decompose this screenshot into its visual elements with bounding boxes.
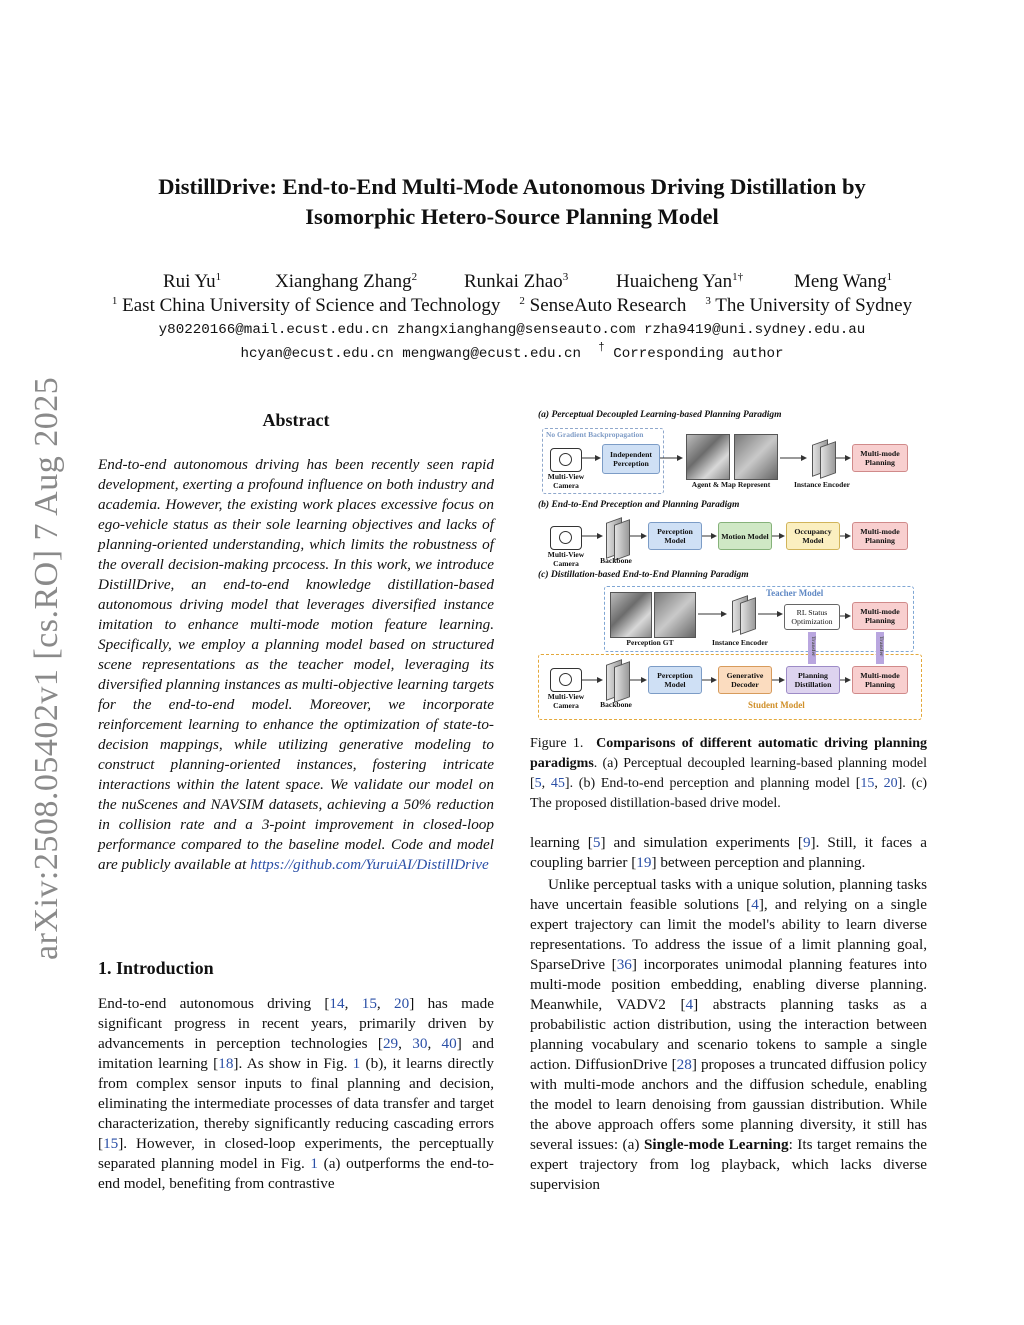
perception-model-box: Perception Model [648,522,702,550]
author: Runkai Zhao$^3$ [464,271,569,292]
abstract-body: End-to-end autonomous driving has been recently seen rapid development, exerting a profound influence on both industry and academia. However, the existing work places excessive focus on ego-vehicle status as their sole learning objectives and lacks of planning-oriented understanding, which limits the robustness of the overall decision-making prcocess. In this work, we introduce DistillDrive, an end-to-end knowledge distillation-based autonomous driving model that leverages diversified instance imitation to enhance multi-mode motion feature learning. Specifically, we employ a planning model based on structured scene representations as the teacher model, leveraging its diversified planning instances as multi-objective learning targets for the end-to-end model. Moreover, we incorporate reinforcement learning to enhance the optimization of state-to-decision mappings, while utilizing generative modeling to construct planning-oriented instances, fostering intricate interactions within the latent space. We validate our model on the nuScenes and NAVSIM datasets, achieving a 50% reduction in collision rate and a 3-point improvement in closed-loop performance compared to the baseline model. Code and model are publicly available at https://github.com/YuruiAI/DistillDrive [98,456,494,873]
camera-label: Multi-View Camera [547,550,585,568]
abstract-heading: Abstract [262,410,330,430]
motion-model-box: Motion Model [718,522,772,550]
transfer-label: Transfer [810,636,816,657]
multi-mode-planning-box: Multi-mode Planning [852,602,908,630]
affiliation: The University of Sydney [715,295,913,316]
figure-arrows [536,410,924,720]
camera-label: Multi-View Camera [547,472,585,490]
perception-gt-label: Perception GT [626,638,674,647]
rl-status-box: RL Status Optimization [784,604,840,630]
student-label: Student Model [748,700,805,710]
planning-distillation-box: Planning Distillation [786,666,840,694]
teacher-label: Teacher Model [766,588,824,598]
multi-mode-planning-box: Multi-mode Planning [852,666,908,694]
transfer-label: Transfer [878,636,884,657]
figure-label-b: (b) End-to-End Preception and Planning Paradigm [538,500,740,510]
right-paragraph-2: Unlike perceptual tasks with a unique solution, planning tasks have uncertain feasible solutions [4], and relying on a single expert trajectory can limit the model's ability to learn diverse representations. To address the issue of a limit planning goal, SparseDrive [36] incorporates unimodal planning features into multi-mode position embedding, enabling diverse planning. Meanwhile, VADV2 [4] abstracts planning tasks as a probabilistic action distribution, using the interaction between planning vocabulary and scenario tokens to sample a single action. DiffusionDrive [28] proposes a truncated diffusion policy with multi-mode anchors and the diffusion schedule, enabling the model to learn denoising from gaussian distribution. While the above approach offers some planning diversity, it still has several issues: (a) Single-mode Learning: Its target remains the expert trajectory from log playback, which lacks diverse supervision [530,876,927,1193]
backbone-label: Backbone [600,700,632,709]
instance-encoder-label: Instance Encoder [793,480,851,489]
generative-decoder-box: Generative Decoder [718,666,772,694]
paper-title [110,172,914,232]
agent-map-label: Agent & Map Represent [691,480,771,489]
figure-1 [536,410,924,720]
email-line-2: hcyan@ecust.edu.cn mengwang@ecust.edu.cn † Corresponding author [240,342,784,362]
title-line-1: DistillDrive: End-to-End Multi-Mode Autonomous Driving Distillation by [158,174,866,199]
affiliation: SenseAuto Research [529,295,687,316]
no-grad-label: No Gradient Backpropagation [546,430,644,439]
figure-label-a: (a) Perceptual Decoupled Learning-based Planning Paradigm [538,410,782,420]
intro-paragraph: End-to-end autonomous driving [14, 15, 20] has made significant progress in recent years, primarily driven by advancements in perception technologies [29, 30, 40] and imitation learning [18]. As show in Fig. 1 (b), it learns directly from complex sensor inputs to final planning and decision, eliminating the intermediate processes of data transfer and target characterization, thereby significantly reducing cascading errors [15]. However, in closed-loop experiments, the perceptually separated planning model in Fig. 1 (a) outperforms the end-to-end model, benefiting from contrastive [98,995,495,1192]
right-paragraph-1: learning [5] and simulation experiments [9]. Still, it faces a coupling barrier [19] between perception and planning. [530,834,927,871]
independent-perception-box: Independent Perception [602,444,660,474]
arxiv-stamp: arXiv:2508.05402v1 [cs.RO] 7 Aug 2025 [28,376,65,960]
camera-label: Multi-View Camera [547,692,585,710]
affiliation: East China University of Science and Technology [122,295,501,316]
code-link[interactable]: https://github.com/YuruiAI/DistillDrive [250,856,489,873]
multi-mode-planning-box: Multi-mode Planning [852,444,908,472]
email-line-1: y80220166@mail.ecust.edu.cn zhangxianghang@senseauto.com rzha9419@uni.sydney.edu.au [158,322,866,338]
title-line-2: Isomorphic Hetero-Source Planning Model [305,204,719,229]
author: Xianghang Zhang$^2$ [275,271,418,292]
author: Meng Wang$^1$ [794,271,893,292]
affiliations: $^1$ East China University of Science and Technology $^2$ SenseAuto Research $^3$ The University of Sydney [111,295,913,316]
author: Huaicheng Yan$^{1\dagger}$ [616,271,744,292]
occupancy-model-box: Occupancy Model [786,522,840,550]
figure-caption: Figure 1. Comparisons of different automatic driving planning paradigms. (a) Perceptual decoupled learning-based planning model [5, 45]. (b) End-to-end perception and planning model [15, 20]. (c) The proposed distillation-based drive model. [530,736,928,811]
perception-model-box: Perception Model [648,666,702,694]
multi-mode-planning-box: Multi-mode Planning [852,522,908,550]
intro-heading: 1. Introduction [98,958,214,978]
instance-encoder-label: Instance Encoder [711,638,769,647]
author: Rui Yu$^1$ [163,271,222,292]
backbone-label: Backbone [600,556,632,565]
figure-label-c: (c) Distillation-based End-to-End Planning Paradigm [538,570,749,580]
